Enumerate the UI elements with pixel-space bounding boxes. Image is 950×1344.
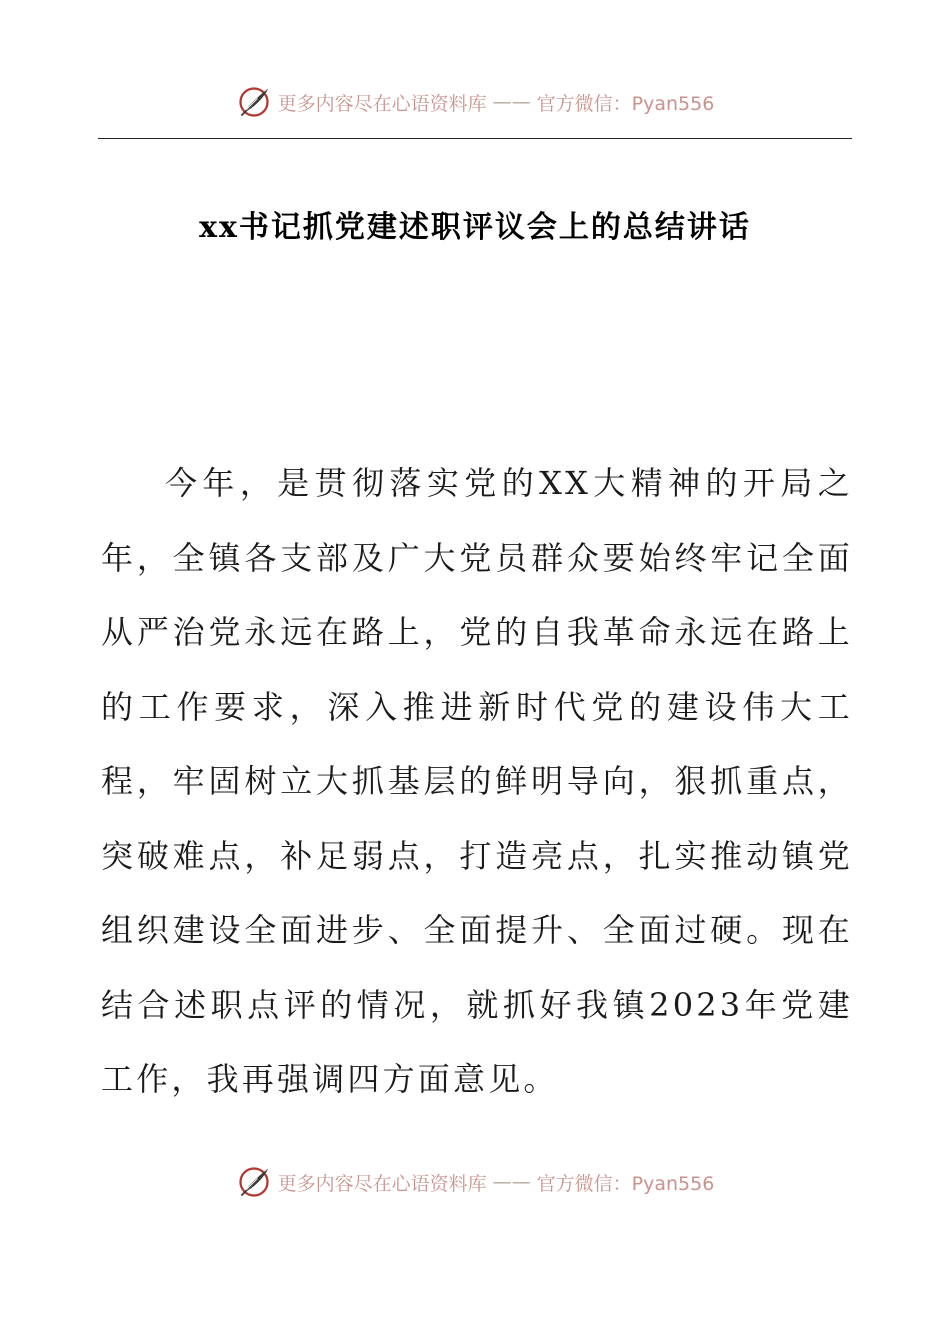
quill-pen-logo-icon: [236, 84, 272, 120]
watermark-separator: ——: [492, 1171, 531, 1193]
header-watermark: [0, 84, 950, 120]
document-title: xx书记抓党建述职评议会上的总结讲话: [199, 210, 751, 245]
watermark-contact: 官方微信：Pyan556: [536, 1172, 715, 1195]
footer-watermark: [0, 1164, 950, 1200]
quill-pen-logo-icon: [236, 1164, 272, 1200]
watermark-text: 更多内容尽在心语资料库: [277, 92, 487, 115]
watermark-contact: 官方微信：Pyan556: [536, 92, 715, 115]
header-divider: [98, 138, 852, 139]
watermark-separator: ——: [492, 91, 531, 113]
watermark-text: 更多内容尽在心语资料库: [277, 1172, 487, 1195]
document-body-paragraph: 今年，是贯彻落实党的XX大精神的开局之年，全镇各支部及广大党员群众要始终牢记全面从严治党永远在路上，党的自我革命永远在路上的工作要求，深入推进新时代党的建设伟大工程，牢固树立大抓基层的鲜明导向，狠抓重点，突破难点，补足弱点，打造亮点，扎实推动镇党组织建设全面进步、全面提升、全面过硬。现在结合述职点评的情况，就抓好我镇2023年党建工作，我再强调四方面意见。: [101, 464, 853, 1098]
